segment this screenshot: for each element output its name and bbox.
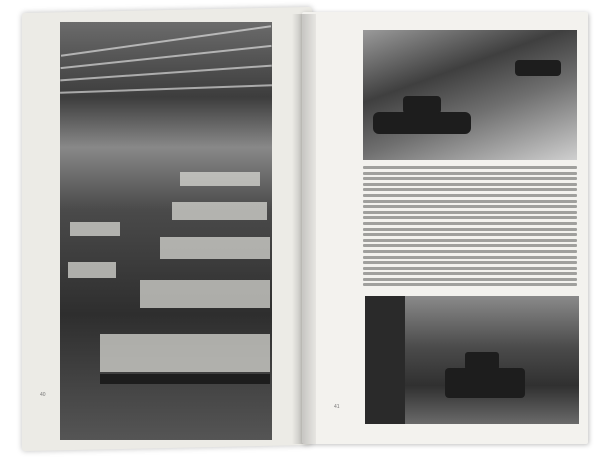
text-line [363, 272, 577, 275]
text-line [363, 166, 577, 169]
tank-hull [172, 202, 267, 220]
tank-hull [160, 237, 270, 259]
tank-hull [140, 280, 270, 308]
tank-turret [403, 96, 441, 114]
tank-body [515, 60, 561, 76]
roof-beam [60, 45, 271, 69]
text-line [363, 211, 577, 214]
tank-track [100, 374, 270, 384]
text-line [363, 239, 577, 242]
roof-beam [60, 84, 272, 93]
tank-hull [68, 262, 116, 278]
tank-turret [465, 352, 499, 370]
text-line [363, 172, 577, 175]
tank-body [373, 112, 471, 134]
text-line [363, 261, 577, 264]
roof-beam [61, 25, 271, 56]
text-line [363, 250, 577, 253]
text-line [363, 228, 577, 231]
tank-body [445, 368, 525, 398]
text-line [363, 216, 577, 219]
text-line [363, 283, 577, 286]
page-gutter [292, 14, 316, 444]
right-page-number: 41 [334, 404, 340, 410]
text-line [363, 188, 577, 191]
text-line [363, 267, 577, 270]
text-line [363, 233, 577, 236]
text-line [363, 200, 577, 203]
roof-beam [60, 65, 272, 82]
article-text-block [363, 166, 577, 289]
factory-hall-photo [60, 22, 272, 440]
text-line [363, 183, 577, 186]
tank-hull [100, 334, 270, 372]
tank-hull [70, 222, 120, 236]
tank-hull [180, 172, 260, 186]
street-tank-photo [365, 296, 579, 424]
forest-tank-photo [363, 30, 577, 160]
text-line [363, 205, 577, 208]
left-page-number: 40 [40, 392, 46, 398]
text-line [363, 256, 577, 259]
text-line [363, 222, 577, 225]
text-line [363, 244, 577, 247]
building-facade [365, 296, 405, 424]
text-line [363, 177, 577, 180]
text-line [363, 194, 577, 197]
text-line [363, 278, 577, 281]
